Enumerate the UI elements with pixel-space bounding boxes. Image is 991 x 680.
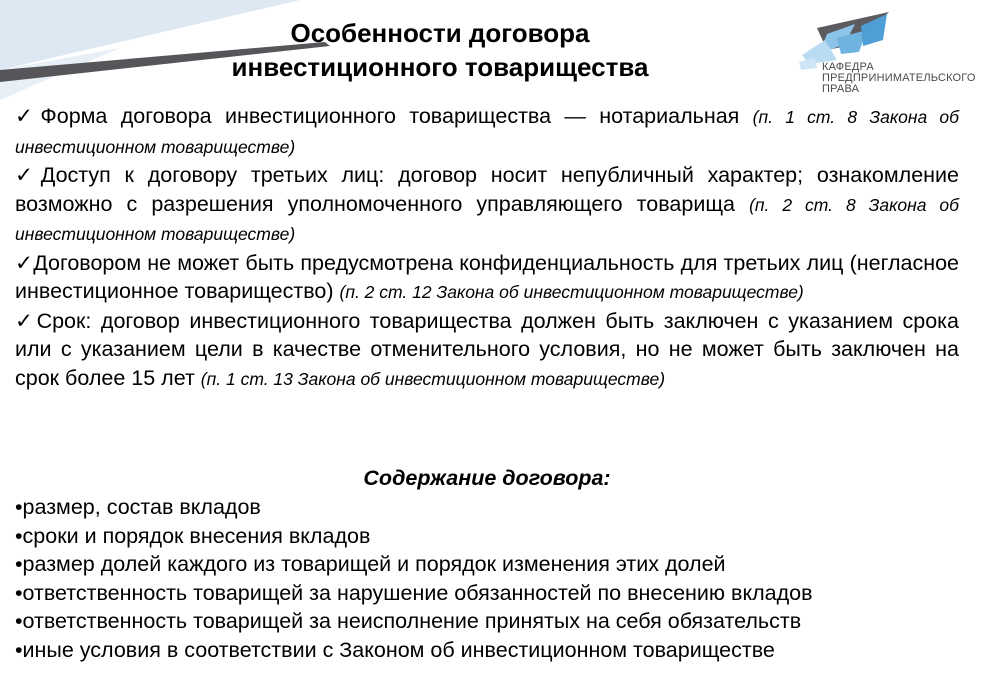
list-item-text: сроки и порядок внесения вкладов [22,523,371,548]
key-point [15,307,959,394]
logo-line-3: ПРАВА [822,83,860,95]
key-point-reference: (п. 1 ст. 13 Закона об инвестиционном товариществе) [200,368,666,389]
title-line-1: Особенности договора [290,18,590,48]
bullet-icon: • [15,580,23,605]
list-item-text: ответственность товарищей за неисполнение принятых на себя обязательств [22,609,802,634]
bullet-icon: • [15,495,23,519]
list-item [15,522,959,551]
checkmark-icon: ✓ [15,250,34,275]
key-point [15,161,959,249]
bullet-icon: • [15,552,23,577]
contract-content-list [15,493,959,665]
key-point-text: Форма договора инвестиционного товарищества — нотариальная [40,104,740,128]
key-points-list [15,102,959,393]
list-item-text: размер, состав вкладов [22,495,261,519]
bullet-icon: • [15,609,23,634]
logo-caption [822,62,976,95]
list-item [15,607,959,636]
key-point [15,249,959,307]
title-line-2: инвестиционного товарищества [231,52,649,82]
bullet-icon: • [15,637,23,662]
key-point-text: Срок: договор инвестиционного товарищества должен быть заключен с указанием срока или с указанием цели в качестве отменительного условия, но не может быть заключен на срок более 15 лет [15,308,959,390]
checkmark-icon: ✓ [15,308,37,333]
contract-content-heading: Содержание договора: [363,466,611,490]
slide-title [140,16,740,84]
checkmark-icon: ✓ [15,163,41,187]
list-item [15,493,959,522]
logo-line-2: ПРЕДПРИНИМАТЕЛЬСКОГО [822,72,976,84]
logo-line-1: КАФЕДРА [822,61,874,73]
list-item [15,636,959,665]
list-item-text: ответственность товарищей за нарушение обязанностей по внесению вкладов [22,580,813,605]
key-point-reference: (п. 1 ст. 8 Закона об инвестиционном товариществе) [15,107,960,157]
list-item [15,550,959,579]
list-item-text: иные условия в соответствии с Законом об инвестиционном товариществе [22,637,775,662]
key-point-text: Доступ к договору третьих лиц: договор носит непубличный характер; ознакомление возможно с разрешения уполномоченного управляющего товарища [15,163,959,216]
key-point-reference: (п. 2 ст. 8 Закона об инвестиционном товариществе) [15,194,959,244]
key-point [15,102,959,161]
bullet-icon: • [15,523,23,548]
key-point-reference: (п. 2 ст. 12 Закона об инвестиционном товариществе) [339,282,804,302]
checkmark-icon: ✓ [15,104,41,128]
list-item-text: размер долей каждого из товарищей и порядок изменения этих долей [22,552,726,577]
list-item [15,579,959,608]
key-point-text: Договором не может быть предусмотрена конфиденциальность для третьих лиц (негласное инвестиционное товарищество) [15,250,959,303]
